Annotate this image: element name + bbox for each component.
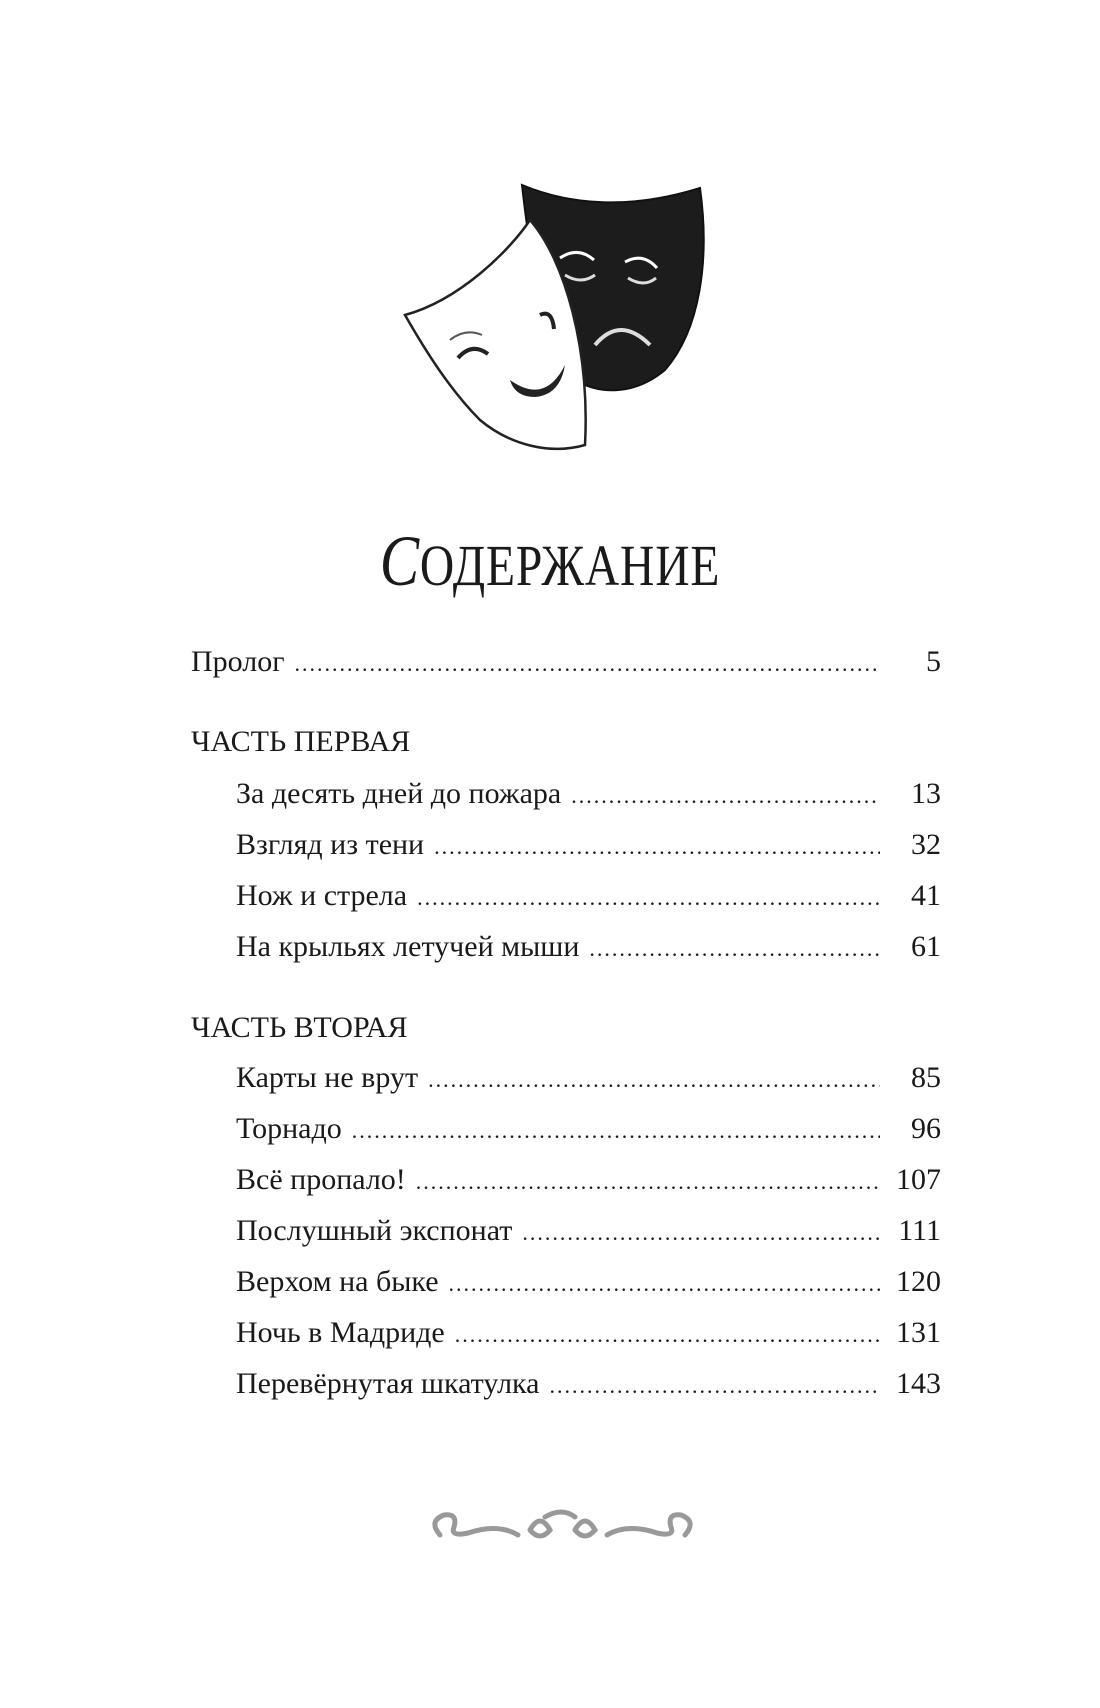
toc-entry[interactable] — [236, 828, 941, 868]
title-rest: ОДЕРЖАНИЕ — [419, 533, 721, 598]
toc-entry-page: 61 — [911, 930, 941, 963]
dot-leader — [416, 1169, 880, 1195]
dot-leader — [449, 1271, 880, 1297]
toc-entry-label: Послушный экспонат — [236, 1214, 513, 1247]
toc-entry-page: 143 — [896, 1367, 941, 1400]
page-title — [99, 520, 1001, 603]
toc-entry-label: На крыльях летучей мыши — [236, 930, 580, 963]
toc-entry-page: 5 — [926, 645, 941, 678]
dot-leader — [417, 885, 880, 911]
toc-entry-page: 120 — [896, 1265, 941, 1298]
theater-masks-illustration — [400, 180, 730, 465]
dot-leader — [589, 936, 880, 962]
toc-entry[interactable] — [236, 1316, 941, 1356]
toc-entry-label: Нож и стрела — [236, 879, 408, 912]
dot-leader — [434, 834, 880, 860]
dot-leader — [352, 1118, 880, 1144]
toc-entry-label: Верхом на быке — [236, 1265, 439, 1298]
toc-entry[interactable] — [236, 1061, 941, 1101]
toc-entry[interactable] — [236, 1367, 941, 1407]
dot-leader — [550, 1373, 881, 1399]
toc-entry[interactable] — [236, 1214, 941, 1254]
toc-entry-page: 41 — [911, 879, 941, 912]
toc-entry-page: 107 — [896, 1163, 941, 1196]
toc-entry[interactable] — [236, 777, 941, 817]
toc-entry-page: 85 — [911, 1061, 941, 1094]
toc-entry-label: Пролог — [191, 645, 285, 678]
toc-entry-label: Всё пропало! — [236, 1163, 406, 1196]
toc-entry-label: Торнадо — [236, 1112, 342, 1145]
toc-entry-label: Карты не врут — [236, 1061, 419, 1094]
toc-entry-label: Взгляд из тени — [236, 828, 425, 861]
dot-leader — [295, 651, 880, 677]
dot-leader — [522, 1220, 880, 1246]
part-heading: ЧАСТЬ ВТОРАЯ — [191, 1011, 408, 1044]
toc-entry-page: 111 — [898, 1214, 941, 1247]
decorative-flourish — [420, 1505, 705, 1550]
toc-entry-label: За десять дней до пожара — [236, 777, 562, 810]
toc-entry-prologue[interactable] — [191, 645, 941, 685]
toc-entry[interactable] — [236, 1265, 941, 1305]
toc-entry-page: 32 — [911, 828, 941, 861]
toc-entry-page: 131 — [896, 1316, 941, 1349]
toc-entry-label: Перевёрнутая шкатулка — [236, 1367, 540, 1400]
toc-entry[interactable] — [236, 1112, 941, 1152]
toc-entry-page: 96 — [911, 1112, 941, 1145]
dot-leader — [571, 783, 880, 809]
toc-entry[interactable] — [236, 930, 941, 970]
toc-entry-label: Ночь в Мадриде — [236, 1316, 445, 1349]
part-heading: ЧАСТЬ ПЕРВАЯ — [191, 725, 411, 758]
dot-leader — [455, 1322, 880, 1348]
toc-entry[interactable] — [236, 879, 941, 919]
toc-entry-page: 13 — [911, 777, 941, 810]
dot-leader — [428, 1067, 880, 1093]
title-initial: С — [379, 521, 420, 601]
toc-entry[interactable] — [236, 1163, 941, 1203]
